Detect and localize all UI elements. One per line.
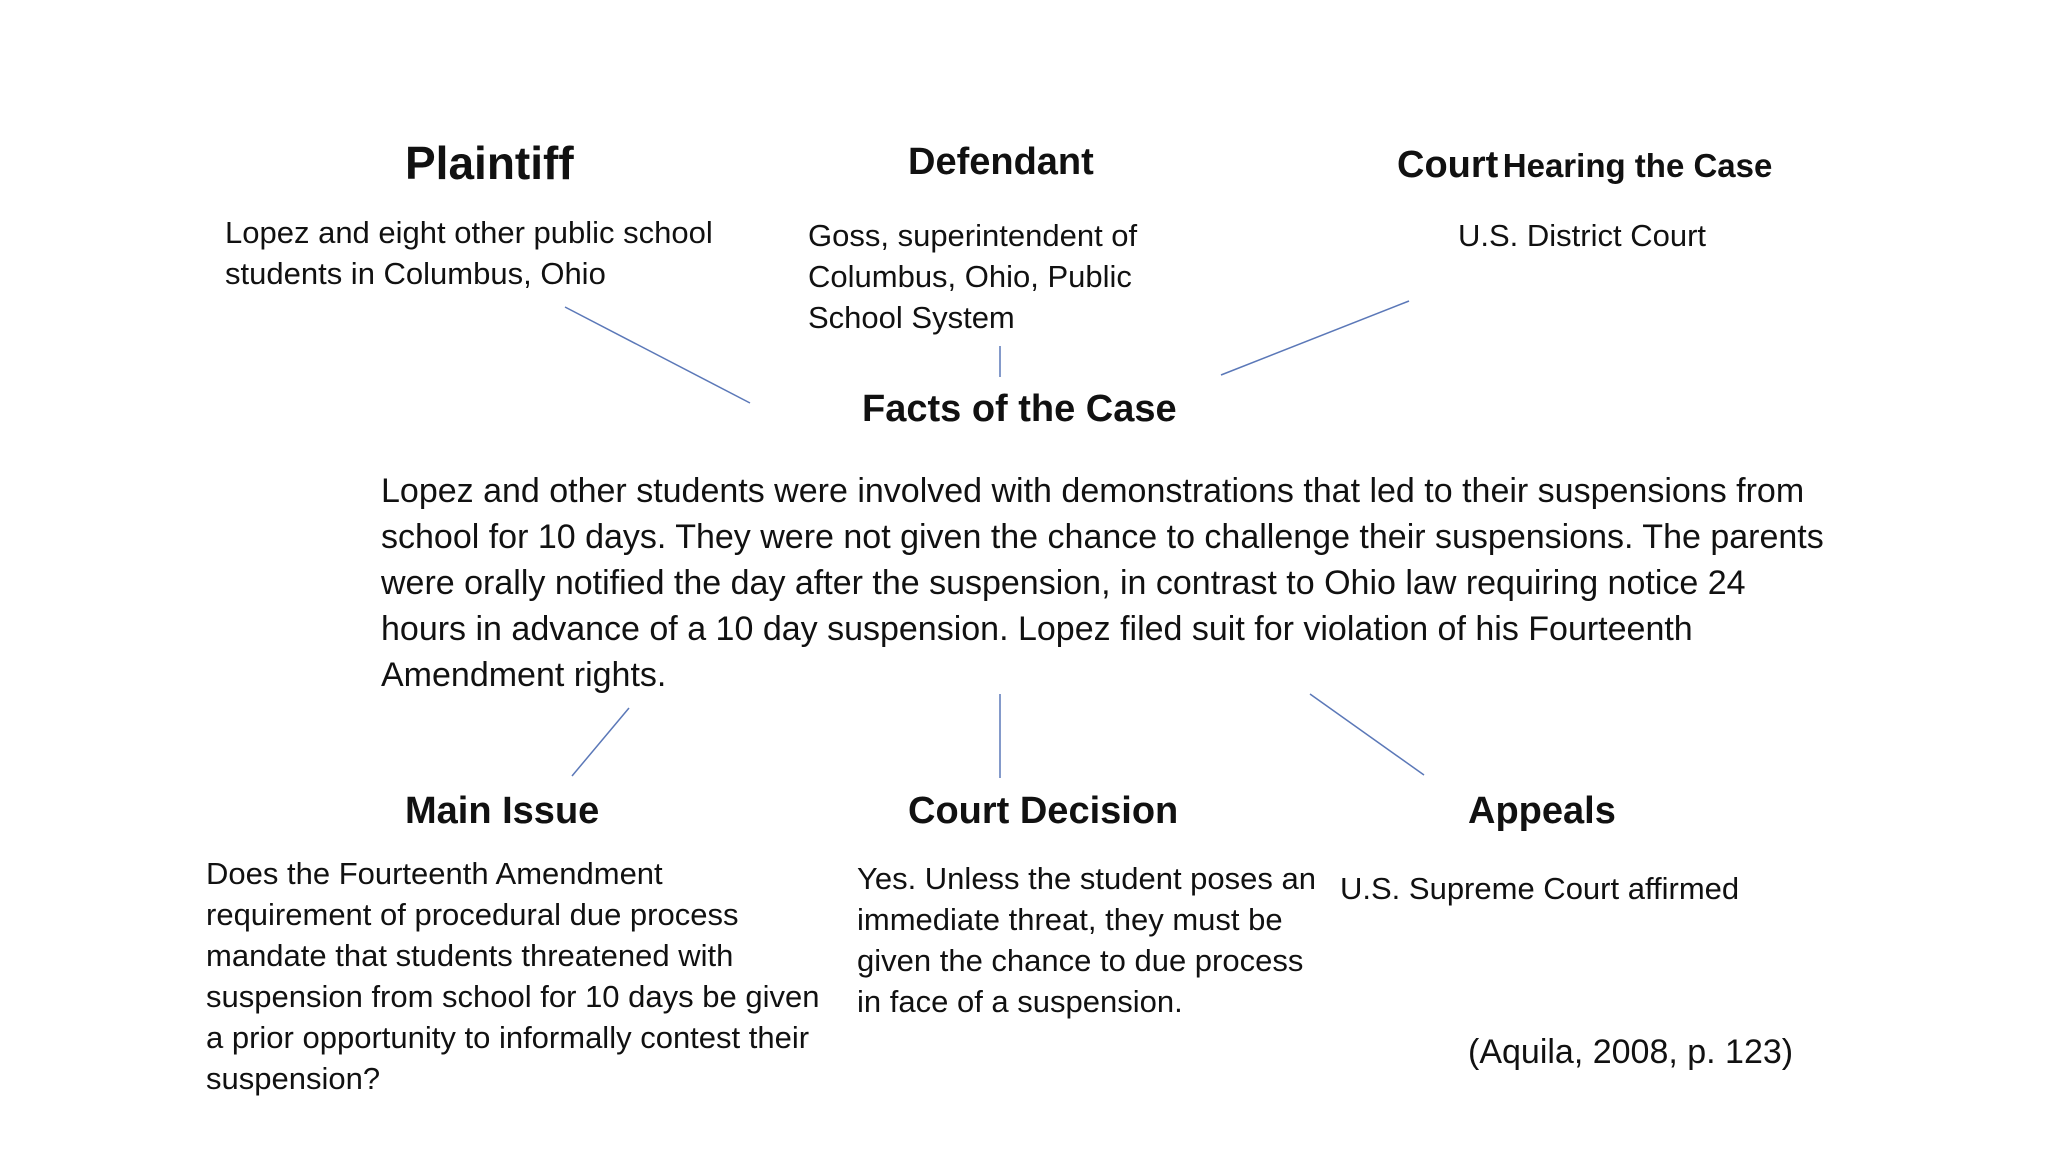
main-issue-text: Does the Fourteenth Amendment requirement of procedural due process mandate that students threatened with suspension from school for 10 days be given a prior opportunity to informally contest their suspension?: [206, 856, 820, 1096]
citation: (Aquila, 2008, p. 123): [1468, 1033, 1794, 1071]
court-hearing-text: U.S. District Court: [1458, 218, 1707, 253]
court-hearing-heading: [1397, 146, 1772, 184]
connector-appeals: [1310, 694, 1424, 775]
defendant-heading: Defendant: [908, 141, 1094, 183]
appeals-text: U.S. Supreme Court affirmed: [1340, 871, 1740, 906]
main-issue-heading: Main Issue: [405, 790, 600, 832]
plaintiff-heading: Plaintiff: [405, 137, 574, 189]
facts-heading: Facts of the Case: [862, 388, 1177, 430]
facts-text: Lopez and other students were involved with demonstrations that led to their suspensions from school for 10 days. They were not given the chance to challenge their suspensions. The parents were orally notified the day after the suspension, in contrast to Ohio law requiring notice 24 hours in advance of a 10 day suspension. Lopez filed suit for violation of his Fourteenth Amendment rights.: [381, 472, 1824, 694]
connector-court-hearing: [1221, 301, 1409, 375]
court-decision-heading: Court Decision: [908, 790, 1179, 832]
connector-main-issue: [572, 708, 629, 776]
plaintiff-text: Lopez and eight other public school students in Columbus, Ohio: [225, 215, 713, 291]
court-hearing-heading-main: Court: [1397, 144, 1499, 186]
court-hearing-heading-rest: Hearing the Case: [1502, 147, 1773, 184]
connector-plaintiff: [565, 307, 750, 403]
court-decision-text: Yes. Unless the student poses an immediate threat, they must be given the chance to due process in face of a suspension.: [857, 861, 1316, 1019]
appeals-heading: Appeals: [1468, 790, 1616, 832]
defendant-text: Goss, superintendent of Columbus, Ohio, Public School System: [808, 218, 1138, 335]
